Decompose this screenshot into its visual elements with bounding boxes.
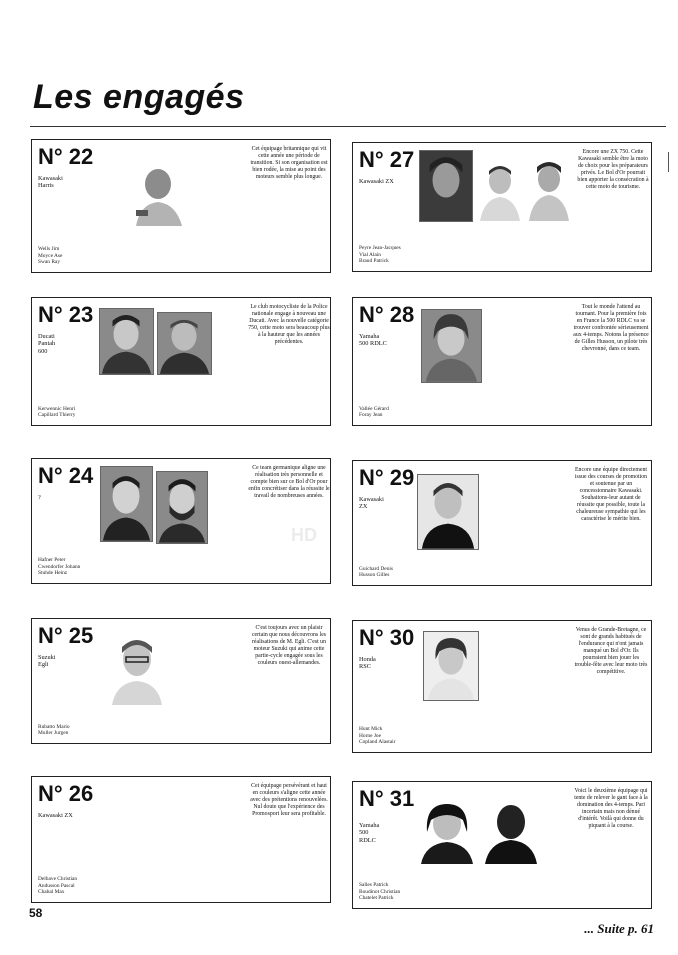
entry-card-22 <box>31 139 331 273</box>
entry-bike: Yamaha 500 RDLC <box>359 822 380 844</box>
entry-riders: Hafner Peter Cwendorfer Johann Stuhde Heinz <box>38 557 81 577</box>
rider-photo <box>419 150 473 222</box>
entry-number: N° 30 <box>359 625 415 650</box>
rider-portrait-icon <box>100 309 153 374</box>
rider-portrait-icon <box>157 472 207 543</box>
entry-number: N° 29 <box>359 465 415 490</box>
entry-description: Cet équipage britannique qui vit cette année une période de transition. Si son organisation est bien rodée, la mise au point des moteurs semble plus longue. <box>250 146 328 180</box>
rider-portrait-icon <box>128 160 190 226</box>
rider-portrait-icon <box>478 161 522 221</box>
entry-description: Encore une ZX 750. Cette Kawasaki semble être la moto de choix pour les préparateurs privés. Le Bol d'Or pourrait bien apporter la consécration à cette moto de tourisme. <box>577 149 649 190</box>
rider-portrait-icon <box>101 467 152 541</box>
page-title: Les engagés <box>33 78 245 116</box>
rider-photo <box>417 800 477 864</box>
entry-card-27 <box>352 142 652 272</box>
rider-portrait-icon <box>158 313 211 374</box>
continuation-link[interactable]: ... Suite p. 61 <box>584 921 654 936</box>
rider-portrait-icon <box>418 475 478 549</box>
entry-number: N° 26 <box>38 781 94 806</box>
rider-photo <box>99 308 154 375</box>
rider-portrait-icon <box>481 798 541 864</box>
title-divider <box>30 126 666 127</box>
entry-riders: Peyre Jean-Jacques Vial Alain Braud Patrick <box>359 245 401 265</box>
entry-description: Ce team germanique aligne une réalisation très personnelle et compte bien sur ce Bol d'Or pour enfin concrétiser dans la réussite le travail de nombreuses années. <box>248 465 330 499</box>
entry-description: Le club motocycliste de la Police nationale engage à nouveau une Ducati. Avec la nouvelle catégorie 750, cette moto sera beaucoup plus à la hauteur que les années précédentes. <box>248 304 330 345</box>
rider-photo <box>423 631 479 701</box>
entry-number: N° 24 <box>38 463 94 488</box>
entry-card-24 <box>31 458 331 584</box>
rider-portrait-icon <box>417 800 477 864</box>
entry-riders: Vallée Gérard Foray Jean <box>359 405 389 419</box>
rider-photo <box>128 160 190 226</box>
page-number: 58 <box>29 906 43 920</box>
entry-description: C'est toujours avec un plaisir certain que nous découvrons les réalisations de M. Egli. C'est un moteur Suzuki qui anime cette partie-cycle engagée sous les couleurs ouest-allemandes. <box>251 625 327 666</box>
entry-number: N° 23 <box>38 302 94 327</box>
entry-riders: Guichard Denis Husson Gilles <box>359 565 393 579</box>
entry-bike: Kawasaki Harris <box>38 175 63 190</box>
entry-bike: Ducati Pantah 600 <box>38 333 56 355</box>
entry-description: Voici le deuxième équipage qui tente de relever le gant face à la domination des 4-temps. Pari incertain mais non dénué d'intérêt. Voilà qui donne du piquant à la course. <box>574 788 648 829</box>
entry-number: N° 28 <box>359 302 415 327</box>
entry-bike: Kawasaki ZX <box>359 178 394 185</box>
margin-mark <box>668 152 669 172</box>
rider-photo <box>527 159 571 221</box>
entry-description: Encore une équipe directement issue des courses de promotion et soutenue par un concessionnaire Kawasaki. Souhaitons-leur autant de réussite que possible, toute la chaleureuse sympathie qui les caractérise le mérite bien. <box>574 467 648 522</box>
entry-card-26 <box>31 776 331 903</box>
entry-bike: Yamaha 500 RDLC <box>359 333 387 348</box>
rider-photo <box>421 309 482 383</box>
entry-riders: Rubatto Mario Muller Jurgen <box>38 723 70 737</box>
entry-number: N° 25 <box>38 623 94 648</box>
entry-riders: Salles Patrick Boudinot Christian Chatelet Patrick <box>359 882 401 902</box>
entry-card-28 <box>352 297 652 426</box>
rider-photo <box>156 471 208 544</box>
entry-card-30 <box>352 620 652 753</box>
rider-photo <box>481 798 541 864</box>
rider-photo <box>100 466 153 542</box>
rider-portrait-icon <box>108 629 166 705</box>
entry-riders: Kerwennic Henri Capillard Thierry <box>38 405 76 419</box>
entry-bike: Kawasaki ZX <box>359 496 384 511</box>
entry-riders: Wells Jim Moyce Ase Swan Ray <box>38 246 63 266</box>
entry-riders: Delbave Christian Andusson Pascal Chabal Max <box>38 876 78 896</box>
entry-card-23 <box>31 297 331 426</box>
rider-portrait-icon <box>424 632 478 700</box>
entry-riders: Hunt Mick Horne Joe Copland Alastair <box>359 726 396 746</box>
entry-bike: ? <box>38 494 41 501</box>
entry-bike: Kawasaki ZX <box>38 812 73 819</box>
entry-card-29 <box>352 460 652 586</box>
entry-number: N° 31 <box>359 786 415 811</box>
entry-description: Cet équipage persévérant et haut en couleurs s'aligne cette année avec des prétentions renouvelées. Nul doute que l'expérience des Promosport leur sera profitable. <box>250 783 328 817</box>
entry-card-31 <box>352 781 652 909</box>
rider-portrait-icon <box>420 151 472 221</box>
entry-number: N° 22 <box>38 144 94 169</box>
entry-bike: Suzuki Egli <box>38 654 56 669</box>
rider-photo <box>417 474 479 550</box>
entry-description: Venus de Grande-Bretagne, ce sont de grands habitués de l'endurance qui n'ont jamais manqué un Bol d'Or. Ils pourraient bien jouer les trouble-fête avec leur moto très compétitive. <box>574 627 648 675</box>
rider-photo <box>478 161 522 221</box>
rider-portrait-icon <box>422 310 481 382</box>
entry-bike: Honda RSC <box>359 656 376 671</box>
rider-photo <box>108 629 166 705</box>
entry-description: Tout le monde l'attend au tournant. Pour la première fois en France la 500 RDLC va se trouver confrontée sérieusement aux 4-temps. Notons la présence de Gilles Husson, un pilote très chevronné, dans ce team. <box>573 304 649 352</box>
entry-card-25 <box>31 618 331 744</box>
entry-number: N° 27 <box>359 147 415 172</box>
rider-portrait-icon <box>527 159 571 221</box>
watermark: HD <box>291 525 317 545</box>
rider-photo <box>157 312 212 375</box>
